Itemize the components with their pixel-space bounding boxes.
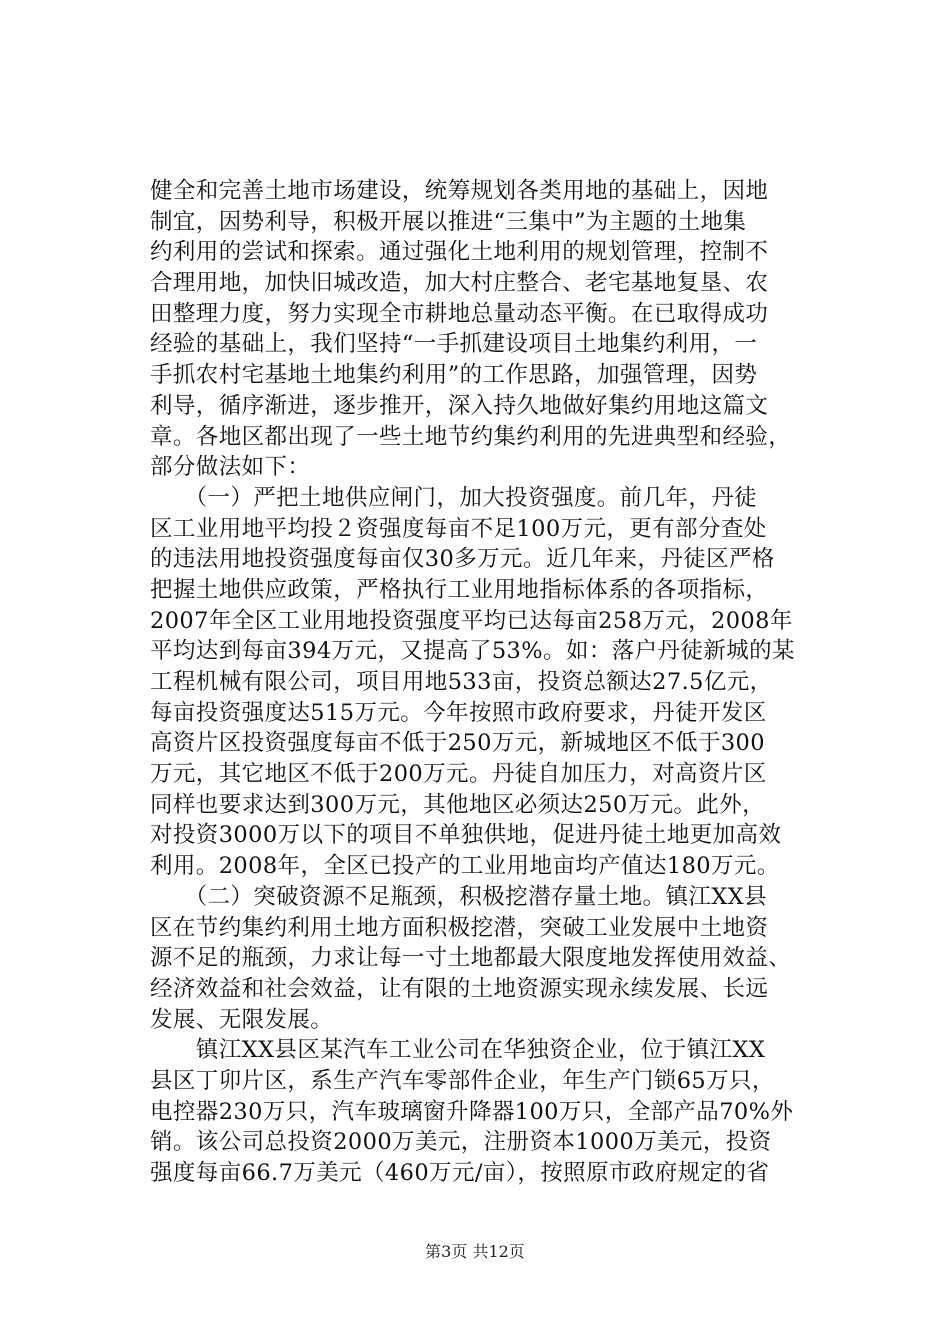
- text-line: 县区丁卯片区，系生产汽车零部件企业，年生产门锁65万只，: [150, 1067, 775, 1094]
- text-line: 平均达到每亩394万元，又提高了53%。如：落户丹徒新城的某: [150, 638, 795, 665]
- text-line: 手抓农村宅基地土地集约利用”的工作思路，加强管理，因势: [150, 362, 758, 389]
- text-line: 电控器230万只，汽车玻璃窗升降器100万只，全部产品70%外: [150, 1098, 794, 1125]
- text-line: 利导，循序渐进，逐步推开，深入持久地做好集约用地这篇文: [150, 392, 769, 419]
- text-line: 利用。2008年，全区已投产的工业用地亩均产值达180万元。: [150, 853, 780, 880]
- text-line: 经济效益和社会效益，让有限的土地资源实现永续发展、长远: [150, 975, 769, 1002]
- text-line: 区在节约集约利用土地方面积极挖潜，突破工业发展中土地资: [150, 914, 769, 941]
- text-line: 高资片区投资强度每亩不低于250万元，新城地区不低于300: [150, 730, 765, 757]
- text-line: 工程机械有限公司，项目用地533亩，投资总额达27.5亿元，: [150, 669, 773, 695]
- text-line: 区工业用地平均投２资强度每亩不足100万元，更有部分查处: [150, 515, 767, 542]
- text-line: 源不足的瓶颈，力求让每一寸土地都最大限度地发挥使用效益、: [150, 945, 792, 972]
- text-line: 对投资3000万以下的项目不单独供地，促进丹徒土地更加高效: [150, 822, 782, 849]
- text-line: 合理用地，加快旧城改造，加大村庄整合、老宅基地复垦、农: [150, 270, 769, 297]
- text-line: 部分做法如下：: [150, 454, 311, 481]
- text-line: 销。该公司总投资2000万美元，注册资本1000万美元，投资: [150, 1129, 772, 1156]
- text-line: 把握土地供应政策，严格执行工业用地指标体系的各项指标，: [150, 576, 769, 603]
- text-line: 经验的基础上，我们坚持“一手抓建设项目土地集约利用，一: [150, 331, 758, 358]
- text-line: 的违法用地投资强度每亩仅30多万元。近几年来，丹徒区严格: [150, 546, 775, 573]
- text-line: 约利用的尝试和探索。通过强化土地利用的规划管理，控制不: [150, 239, 769, 266]
- text-line: 章。各地区都出现了一些土地节约集约利用的先进典型和经验，: [150, 423, 792, 450]
- text-line: （二）突破资源不足瓶颈，积极挖潜存量土地。镇江XX县: [150, 883, 767, 910]
- text-line: 万元，其它地区不低于200万元。丹徒自加压力，对高资片区: [150, 761, 767, 788]
- text-line: 镇江XX县区某汽车工业公司在华独资企业，位于镇江XX: [150, 1037, 766, 1064]
- text-line: 强度每亩66.7万美元（460万元/亩），按照原市政府规定的省: [150, 1160, 770, 1186]
- text-line: 同样也要求达到300万元，其他地区必须达250万元。此外，: [150, 791, 765, 818]
- text-line: 田整理力度，努力实现全市耕地总量动态平衡。在已取得成功: [150, 300, 769, 327]
- page-footer: 第3页 共12页: [425, 1242, 525, 1261]
- text-line: 制宜，因势利导，积极开展以推进“三集中”为主题的土地集: [150, 208, 747, 235]
- text-line: 每亩投资强度达515万元。今年按照市政府要求，丹徒开发区: [150, 699, 767, 726]
- text-line: 健全和完善土地市场建设，统筹规划各类用地的基础上，因地: [150, 178, 769, 204]
- text-line: （一）严把土地供应闸门，加大投资强度。前几年，丹徒: [150, 484, 758, 511]
- text-line: 发展、无限发展。: [150, 1006, 334, 1033]
- text-line: 2007年全区工业用地投资强度平均已达每亩258万元，2008年: [150, 607, 793, 634]
- body-text: [150, 176, 840, 1189]
